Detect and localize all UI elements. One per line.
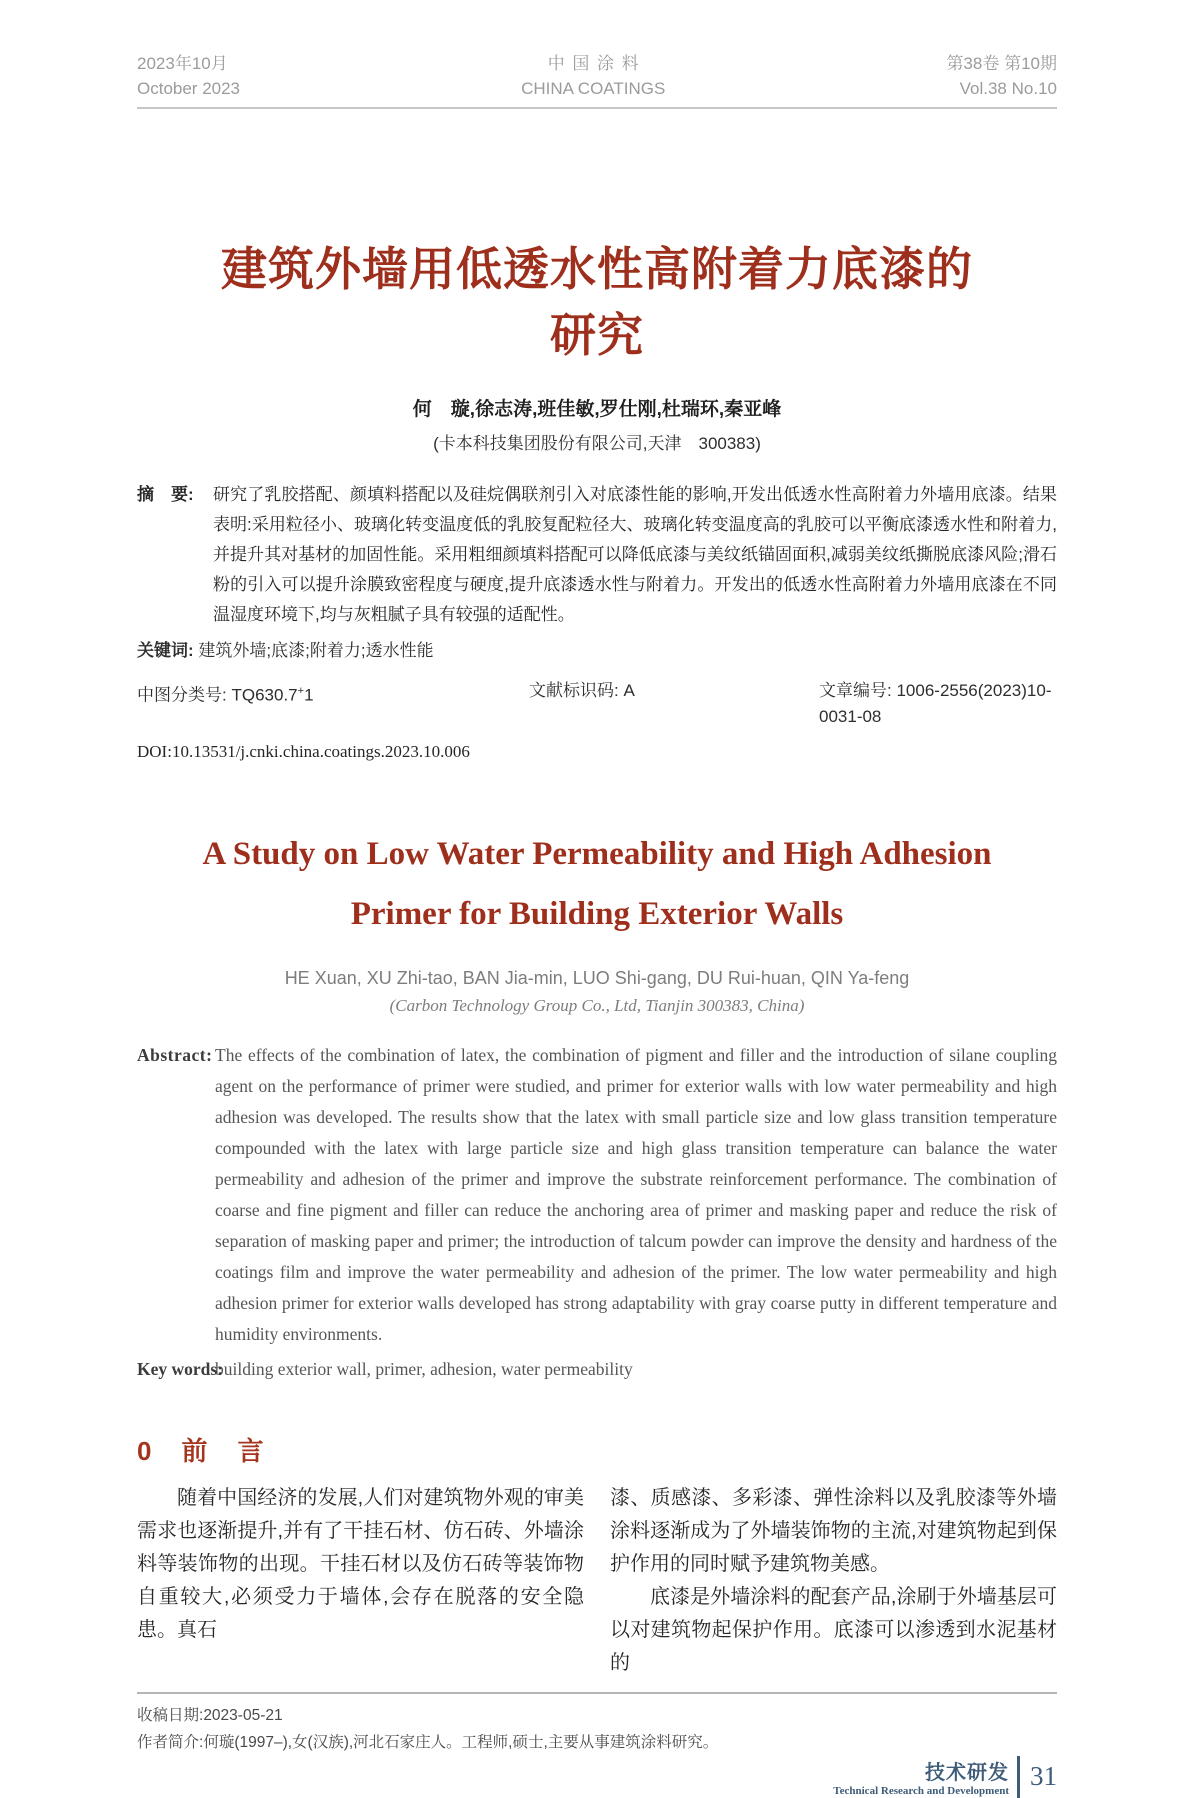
received-date-line — [137, 1702, 1057, 1729]
body-paragraph: 底漆是外墙涂料的配套产品,涂刷于外墙基层可以对建筑物起保护作用。底漆可以渗透到水泥基材的 — [610, 1585, 1057, 1674]
clc-label: 中图分类号: — [137, 685, 227, 705]
footnotes — [137, 1702, 1057, 1756]
header-issue-cn: 第38卷 第10期 — [946, 54, 1057, 73]
authors-cn: 何 璇,徐志涛,班佳敏,罗仕刚,杜瑞环,秦亚峰 — [412, 398, 782, 420]
abstract-cn-label: 摘 要: — [137, 484, 194, 504]
header-issue-en: Vol.38 No.10 — [959, 78, 1057, 98]
clc-number — [137, 678, 529, 730]
keywords-en — [137, 1354, 1057, 1385]
journal-header — [137, 52, 1057, 109]
header-center — [521, 52, 665, 101]
article-title-cn-line1: 建筑外墙用低透水性高附着力底漆的 — [221, 243, 973, 296]
article-number — [819, 678, 1057, 730]
meta-row — [137, 678, 1057, 730]
body-columns — [137, 1482, 1057, 1680]
section-0-heading — [137, 1431, 1057, 1468]
page-footer — [137, 1756, 1057, 1798]
body-paragraph: 随着中国经济的发展,人们对建筑物外观的审美需求也逐渐提升,并有了干挂石材、仿石砖、外墙涂料等装饰物的出现。干挂石材以及仿石砖等装饰物自重较大,必须受力于墙体,会存在脱落的安全隐患。真石 — [137, 1486, 584, 1641]
clc-tail: 1 — [304, 685, 314, 705]
abstract-en-text: The effects of the combination of latex, the combination of pigment and filler and the introduction of silane coupling agent on the performance of primer were studied, and primer for exterior walls with low water permeability and high adhesion was developed. The results show that the latex with small particle size and low glass transition temperature compounded with the latex with large particle size and high glass transition temperature can balance the water permeability and adhesion of the primer and improve the substrate reinforcement performance. The combination of coarse and fine pigment and filler can reduce the anchoring area of primer and masking paper and reduce the risk of separation of masking paper and primer; the introduction of talcum powder can improve the density and hardness of the coatings film and improve the water permeability and adhesion of the primer. The low water permeability and high adhesion primer for exterior walls developed has strong adaptability with gray coarse putty in different temperature and humidity environments. — [215, 1044, 1057, 1344]
author-bio-value: 何璇(1997–),女(汉族),河北石家庄人。工程师,硕士,主要从事建筑涂料研究。 — [203, 1733, 719, 1751]
received-date-value: 2023-05-21 — [203, 1706, 283, 1724]
affiliation-en: (Carbon Technology Group Co., Ltd, Tianjin 300383, China) — [389, 995, 805, 1015]
received-date-label: 收稿日期: — [137, 1706, 204, 1724]
footer-divider-bar — [1017, 1756, 1020, 1798]
article-title-en-line1: A Study on Low Water Permeability and High Adhesion — [202, 835, 992, 872]
author-bio-line — [137, 1729, 1057, 1756]
article-title-cn-line2: 研究 — [550, 308, 644, 361]
page-number: 31 — [1030, 1761, 1057, 1792]
author-bio-label: 作者简介: — [137, 1733, 204, 1751]
journal-name-cn: 中国涂料 — [547, 54, 647, 73]
keywords-en-text: building exterior wall, primer, adhesion, water permeability — [215, 1358, 633, 1379]
body-column-right — [610, 1482, 1057, 1680]
authors-en: HE Xuan, XU Zhi-tao, BAN Jia-min, LUO Shi-gang, DU Rui-huan, QIN Ya-feng — [284, 967, 910, 988]
article-number-label: 文章编号: — [819, 680, 892, 700]
article-title-cn — [137, 237, 1057, 368]
column-section-en: Technical Research and Development — [833, 1785, 1009, 1798]
body-column-left — [137, 1482, 584, 1680]
article-title-en-line2: Primer for Building Exterior Walls — [350, 895, 844, 932]
keywords-cn-text: 建筑外墙;底漆;附着力;透水性能 — [198, 640, 434, 660]
document-code-label: 文献标识码: — [529, 680, 619, 700]
clc-superscript: + — [297, 684, 305, 697]
section-0-number: 0 — [137, 1435, 152, 1466]
abstract-cn-text: 研究了乳胶搭配、颜填料搭配以及硅烷偶联剂引入对底漆性能的影响,开发出低透水性高附着力外墙用底漆。结果表明:采用粒径小、玻璃化转变温度低的乳胶复配粒径大、玻璃化转变温度高的乳胶可以平衡底漆透水性和附着力,并提升其对基材的加固性能。采用粗细颜填料搭配可以降低底漆与美纹纸锚固面积,减弱美纹纸撕脱底漆风险;滑石粉的引入可以提升涂膜致密程度与硬度,提升底漆透水性与附着力。开发出的低透水性高附着力外墙用底漆在不同温湿度环境下,均与灰粗腻子具有较强的适配性。 — [213, 484, 1057, 624]
keywords-cn — [137, 636, 1057, 666]
header-date-en: October 2023 — [137, 78, 241, 98]
footnote-divider — [137, 1692, 1057, 1694]
column-section-cn: 技术研发 — [925, 1762, 1009, 1785]
header-left — [137, 52, 240, 101]
doi: DOI:10.13531/j.cnki.china.coatings.2023.10.006 — [137, 741, 470, 761]
affiliation-cn: (卡本科技集团股份有限公司,天津 300383) — [433, 433, 761, 453]
document-code-value: A — [623, 680, 635, 700]
header-date-cn: 2023年10月 — [137, 54, 228, 73]
article-title-en — [137, 824, 1057, 944]
article-number-value: 1006-2556(2023)10-0031-08 — [819, 680, 1052, 726]
journal-name-en: CHINA COATINGS — [521, 78, 666, 98]
abstract-en-label: Abstract: — [137, 1044, 213, 1065]
clc-value: TQ630.7 — [231, 685, 298, 705]
header-right — [946, 52, 1057, 101]
keywords-cn-label: 关键词: — [137, 640, 194, 660]
document-code — [529, 678, 819, 730]
body-paragraph: 漆、质感漆、多彩漆、弹性涂料以及乳胶漆等外墙涂料逐渐成为了外墙装饰物的主流,对建筑物起到保护作用的同时赋予建筑物美感。 — [610, 1486, 1057, 1575]
section-0-title: 前 言 — [181, 1435, 266, 1466]
column-section-names — [833, 1756, 1009, 1797]
abstract-en — [137, 1040, 1057, 1350]
abstract-cn — [137, 480, 1057, 630]
keywords-en-label: Key words: — [137, 1358, 224, 1379]
